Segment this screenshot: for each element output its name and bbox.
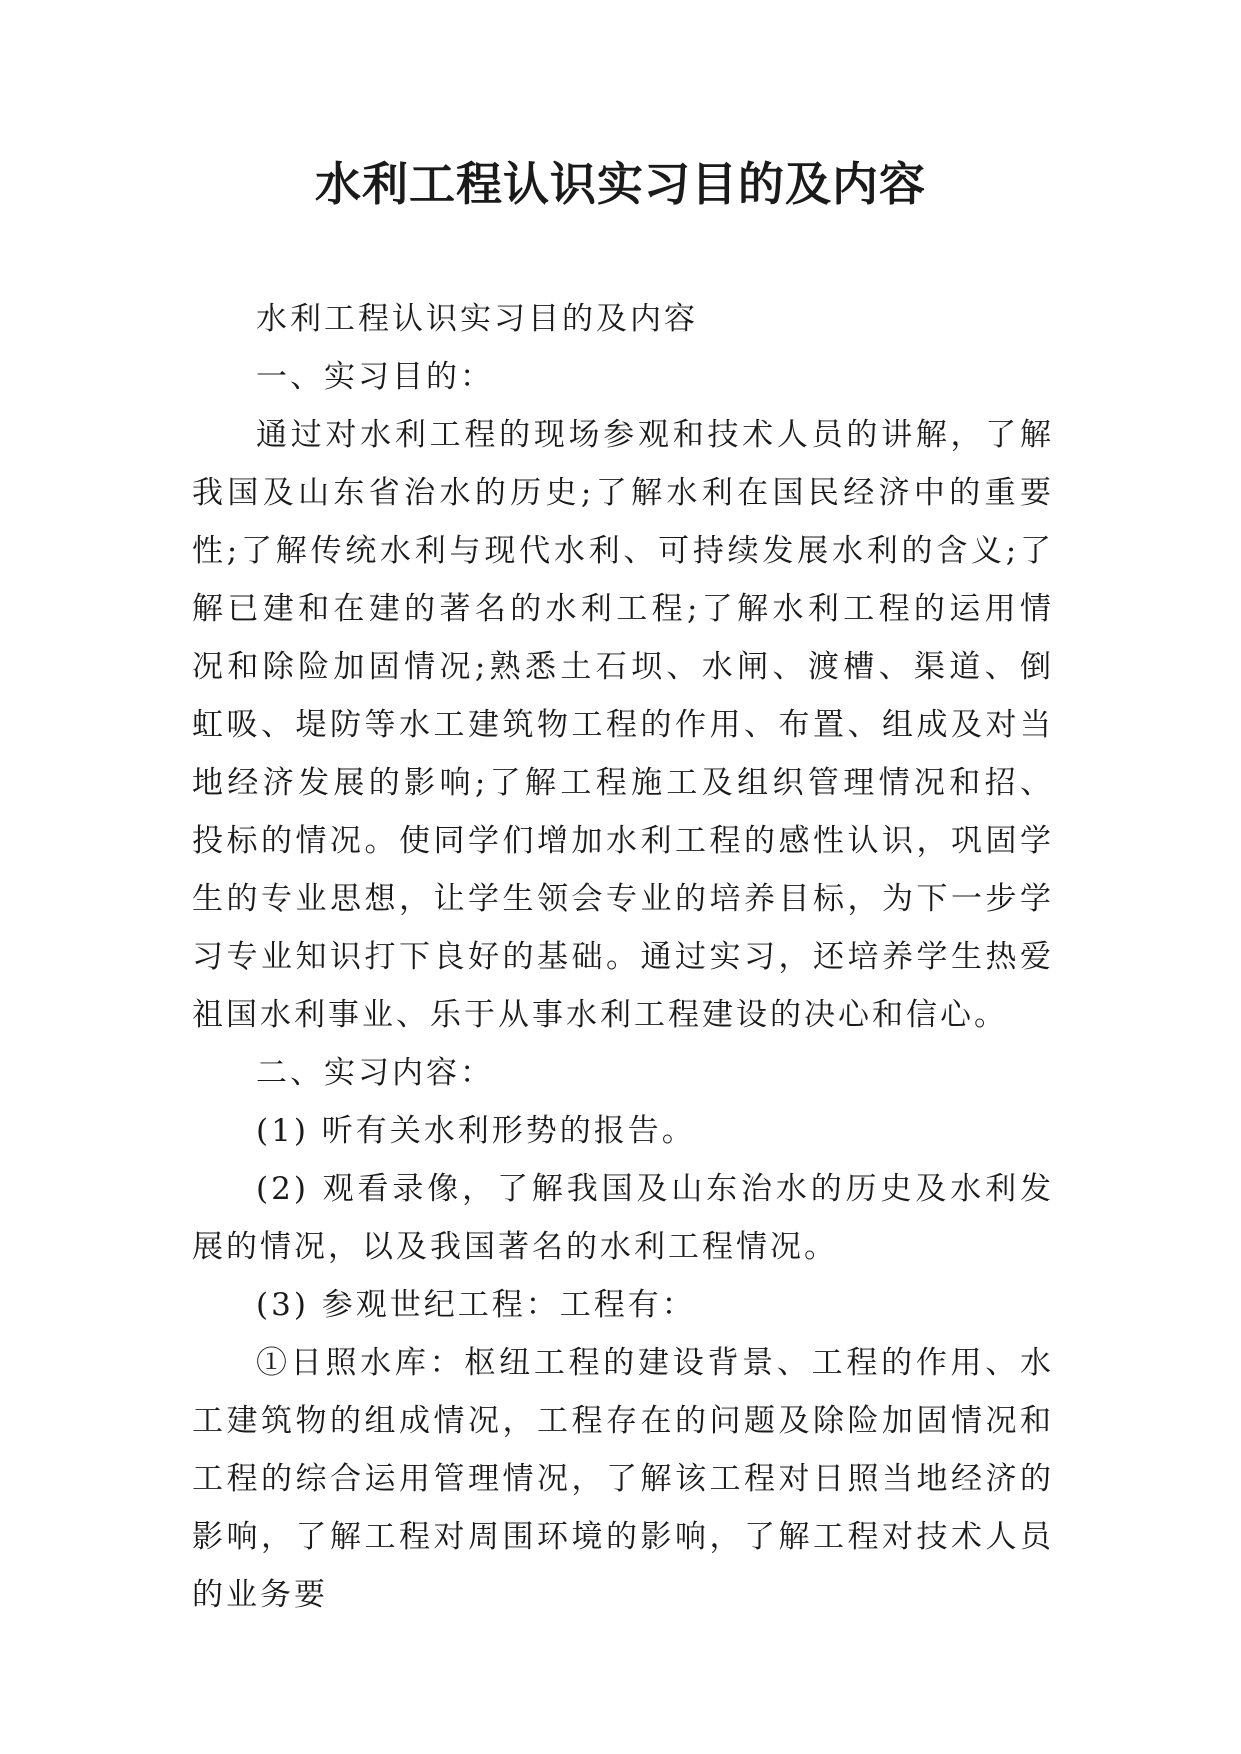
list-item-1: (1) 听有关水利形势的报告。 [256, 1113, 696, 1149]
paragraph-subtitle: 水利工程认识实习目的及内容 [256, 301, 698, 337]
list-item-3: (3) 参观世纪工程：工程有： [256, 1287, 696, 1323]
sub-item-rizhao-reservoir: ①日照水库：枢纽工程的建设背景、工程的作用、水工建筑物的组成情况，工程存在的问题及除险加固情况和工程的综合运用管理情况，了解该工程对日照当地经济的影响，了解工程对周围环境的影响，了解工程对技术人员的业务要 [192, 1345, 1054, 1613]
section-heading-content: 二、实习内容： [256, 1055, 494, 1091]
document-body [192, 290, 1054, 1624]
paragraph-purpose: 通过对水利工程的现场参观和技术人员的讲解，了解我国及山东省治水的历史;了解水利在国民经济中的重要性;了解传统水利与现代水利、可持续发展水利的含义;了解已建和在建的著名的水利工程;了解水利工程的运用情况和除险加固情况;熟悉土石坝、水闸、渡槽、渠道、倒虹吸、堤防等水工建筑物工程的作用、布置、组成及对当地经济发展的影响;了解工程施工及组织管理情况和招、投标的情况。使同学们增加水利工程的感性认识，巩固学生的专业思想，让学生领会专业的培养目标，为下一步学习专业知识打下良好的基础。通过实习，还培养学生热爱祖国水利事业、乐于从事水利工程建设的决心和信心。 [192, 417, 1054, 1033]
document-title: 水利工程认识实习目的及内容 [315, 157, 926, 211]
section-heading-purpose: 一、实习目的： [256, 359, 494, 395]
list-item-2: (2) 观看录像，了解我国及山东治水的历史及水利发展的情况，以及我国著名的水利工程情况。 [192, 1171, 1054, 1265]
